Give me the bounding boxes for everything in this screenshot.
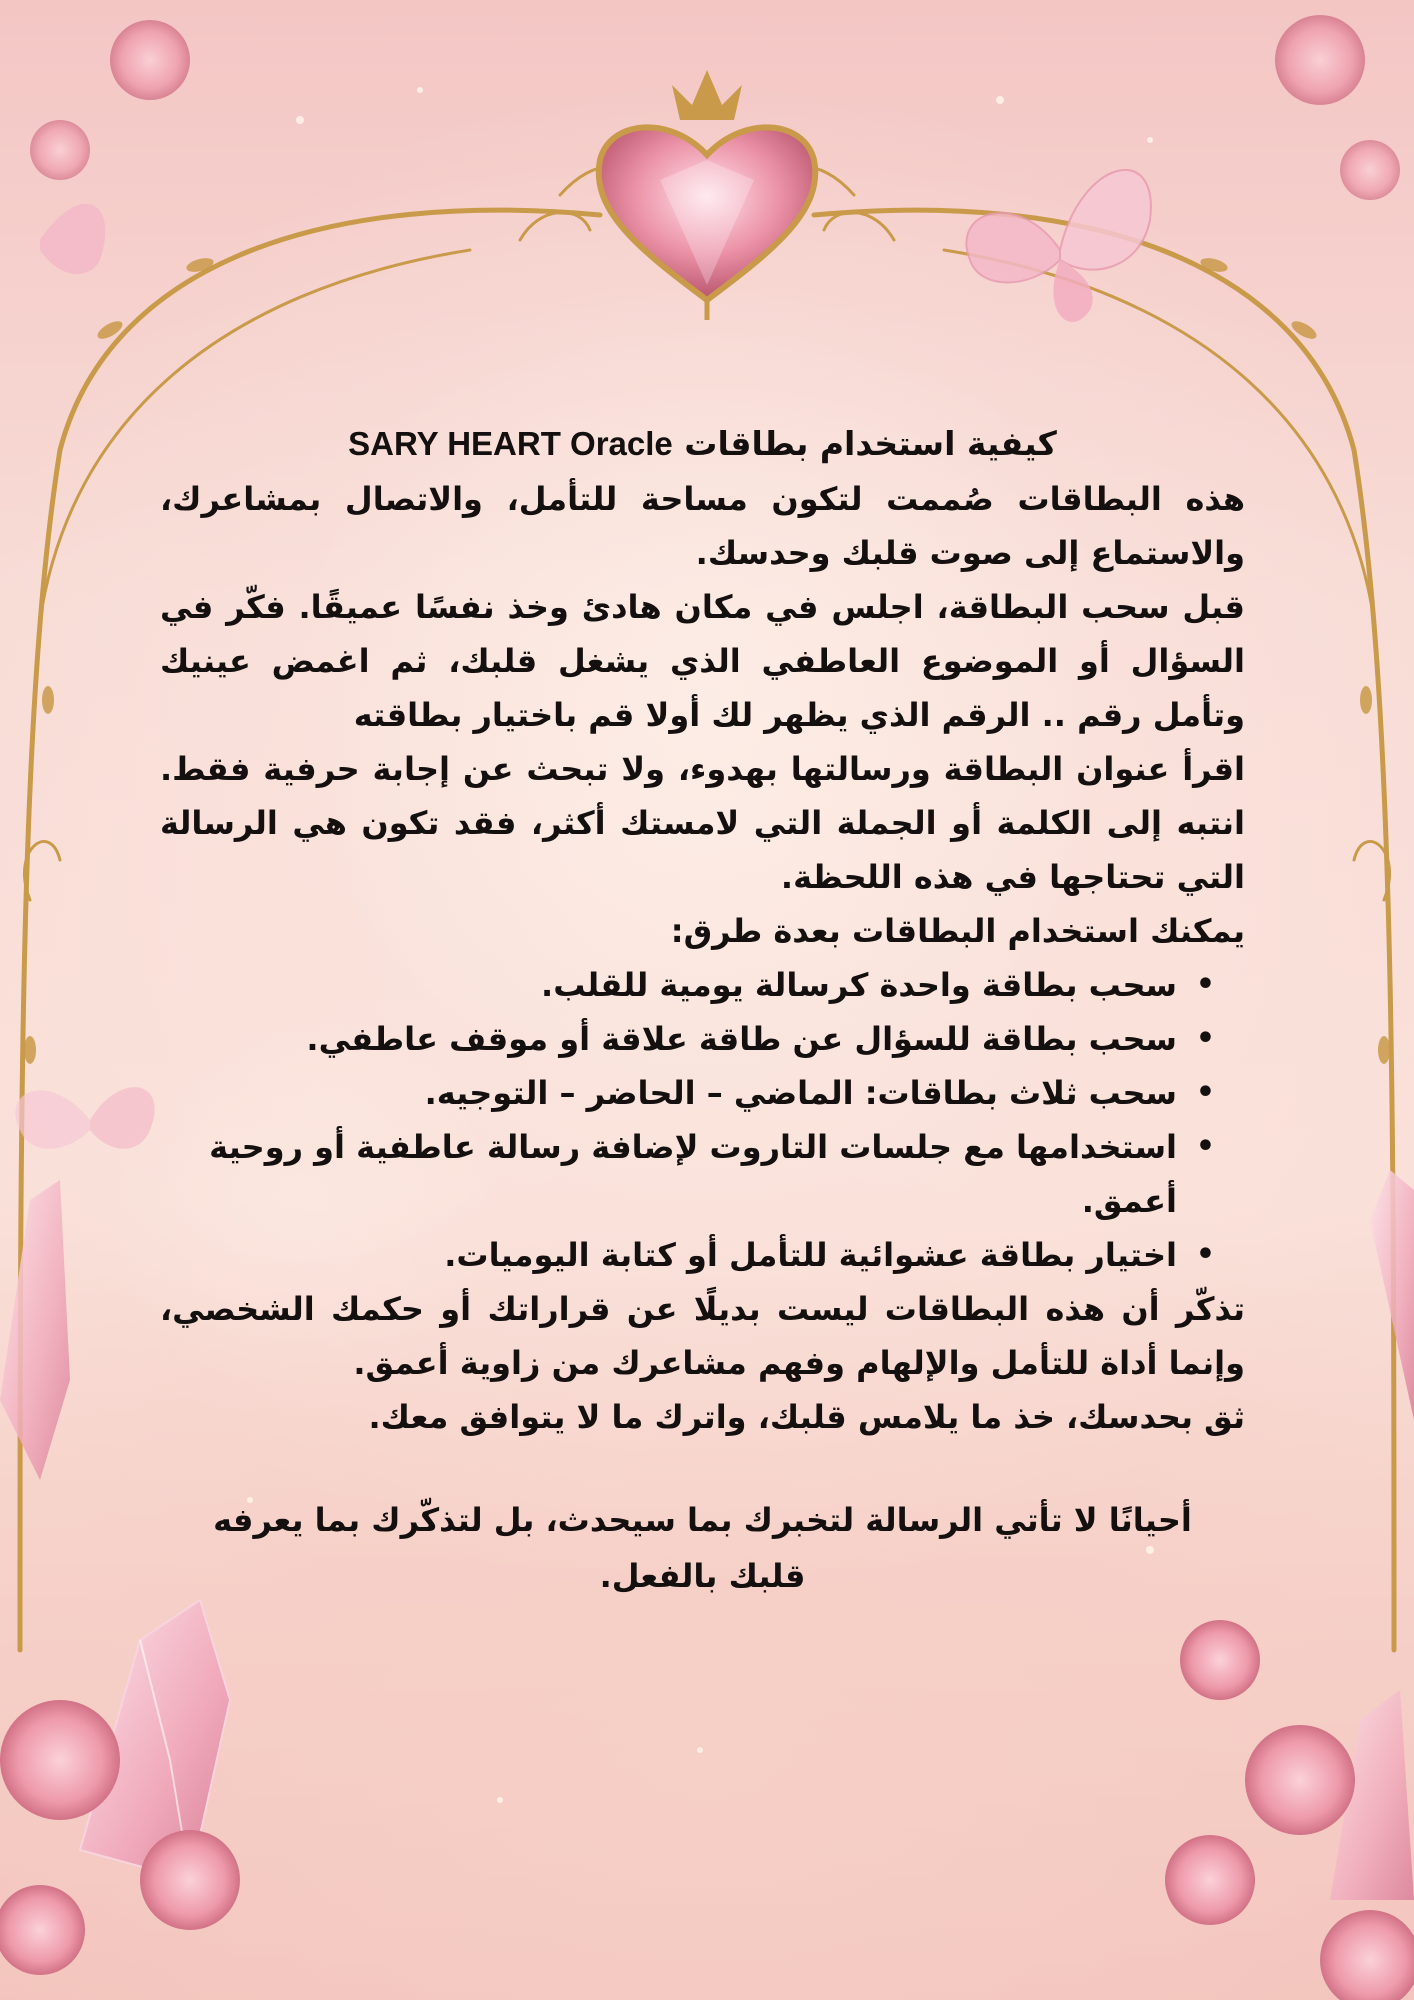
reading-paragraph: اقرأ عنوان البطاقة ورسالتها بهدوء، ولا تبحث عن إجابة حرفية فقط. انتبه إلى الكلمة أو الجملة التي لامستك أكثر، فقد تكون هي الرسالة التي تحتاجها في هذه اللحظة. bbox=[160, 750, 1245, 896]
usage-heading: يمكنك استخدام البطاقات بعدة طرق: bbox=[670, 912, 1245, 950]
instructions-document bbox=[160, 420, 1245, 1604]
list-item: • استخدامها مع جلسات التاروت لإضافة رسالة عاطفية أو روحية أعمق. bbox=[160, 1120, 1177, 1228]
intuition-paragraph: ثق بحدسك، خذ ما يلامس قلبك، واترك ما لا يتوافق معك. bbox=[368, 1398, 1245, 1436]
list-item: • سحب بطاقة واحدة كرسالة يومية للقلب. bbox=[160, 958, 1177, 1012]
title-brand-name: SARY HEART Oracle bbox=[348, 425, 673, 462]
list-item: • سحب ثلاث بطاقات: الماضي – الحاضر – التوجيه. bbox=[160, 1066, 1177, 1120]
preparation-paragraph: قبل سحب البطاقة، اجلس في مكان هادئ وخذ نفسًا عميقًا. فكّر في السؤال أو الموضوع العاطفي الذي يشغل قلبك، ثم اغمض عينيك وتأمل رقم .. الرقم الذي يظهر لك أولا قم باختيار بطاقته bbox=[160, 588, 1245, 734]
heart-gem-icon bbox=[599, 70, 816, 320]
reminder-paragraph: تذكّر أن هذه البطاقات ليست بديلًا عن قراراتك أو حكمك الشخصي، وإنما أداة للتأمل والإلهام وفهم مشاعرك من زاوية أعمق. bbox=[160, 1290, 1245, 1382]
page-title bbox=[160, 420, 1245, 468]
list-item: • اختيار بطاقة عشوائية للتأمل أو كتابة اليوميات. bbox=[160, 1228, 1177, 1282]
spacer bbox=[160, 1444, 1245, 1492]
intro-paragraph: هذه البطاقات صُممت لتكون مساحة للتأمل، والاتصال بمشاعرك، والاستماع إلى صوت قلبك وحدسك. bbox=[160, 480, 1245, 572]
usage-list bbox=[160, 958, 1245, 1282]
title-arabic: كيفية استخدام بطاقات bbox=[684, 424, 1057, 463]
closing-quote: أحيانًا لا تأتي الرسالة لتخبرك بما سيحدث، بل لتذكّرك بما يعرفه قلبك بالفعل. bbox=[213, 1501, 1192, 1595]
list-item: • سحب بطاقة للسؤال عن طاقة علاقة أو موقف عاطفي. bbox=[160, 1012, 1177, 1066]
